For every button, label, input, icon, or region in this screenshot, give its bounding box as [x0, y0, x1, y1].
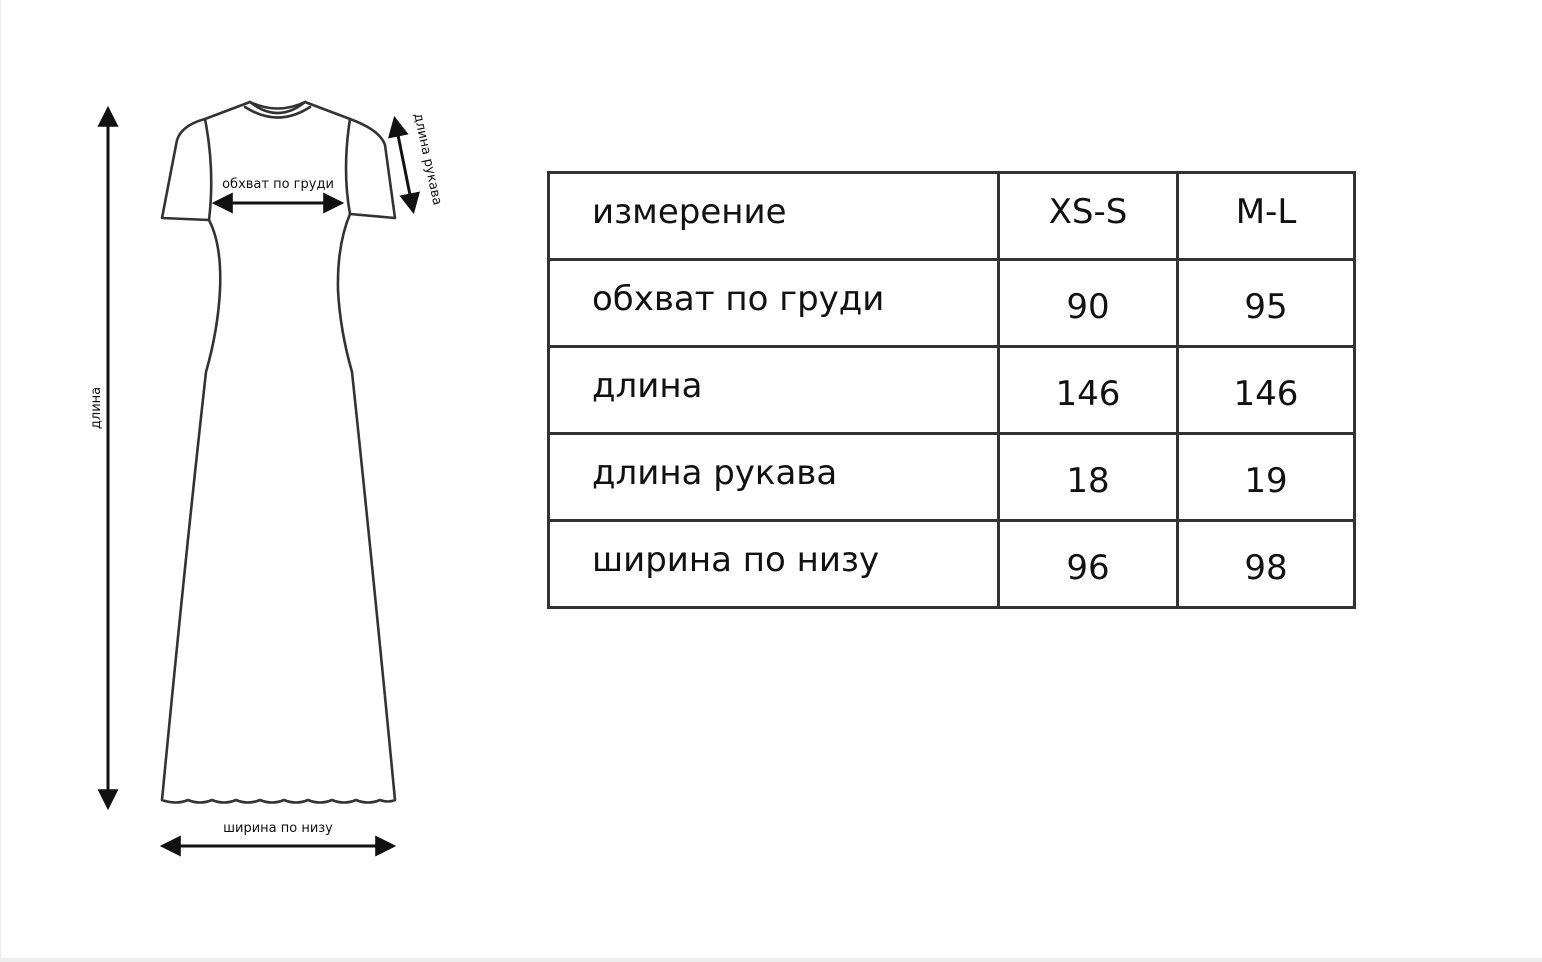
- dress-measurement-diagram: [0, 0, 560, 900]
- table-row-length: [549, 347, 1355, 434]
- header-size-m-l-cell: M-L: [1178, 173, 1355, 260]
- right-armhole-seam: [346, 119, 350, 214]
- dress-body-outline: [162, 102, 395, 803]
- row-value-xs-s-cell: 146: [999, 347, 1178, 434]
- row-label-cell: длина рукава: [549, 434, 999, 521]
- sleeve-length-label: длина рукава: [410, 111, 445, 207]
- length-label: длина: [89, 386, 104, 430]
- row-value-xs-s-cell: 18: [999, 434, 1178, 521]
- table-row-sleeve-length: [549, 434, 1355, 521]
- header-size-xs-s-cell: XS-S: [999, 173, 1178, 260]
- row-value-m-l-cell: 146: [1178, 347, 1355, 434]
- sleeve-length-arrow: [395, 120, 413, 210]
- table-row-hem-width: [549, 521, 1355, 608]
- row-value-xs-s-cell: 90: [999, 260, 1178, 347]
- hem-width-label: ширина по низу: [223, 821, 333, 836]
- row-value-m-l-cell: 95: [1178, 260, 1355, 347]
- frame-bottom-border: [0, 958, 1542, 962]
- row-label-cell: длина: [549, 347, 999, 434]
- table-header-row: [549, 173, 1355, 260]
- table-row-chest: [549, 260, 1355, 347]
- left-armhole-seam: [205, 119, 211, 220]
- row-label-cell: ширина по низу: [549, 521, 999, 608]
- row-value-m-l-cell: 19: [1178, 434, 1355, 521]
- row-value-xs-s-cell: 96: [999, 521, 1178, 608]
- chest-label: обхват по груди: [222, 177, 334, 192]
- dress-outline: [162, 102, 395, 803]
- header-measure-cell: измерение: [549, 173, 999, 260]
- row-label-cell: обхват по груди: [549, 260, 999, 347]
- row-value-m-l-cell: 98: [1178, 521, 1355, 608]
- size-table: [547, 171, 1356, 609]
